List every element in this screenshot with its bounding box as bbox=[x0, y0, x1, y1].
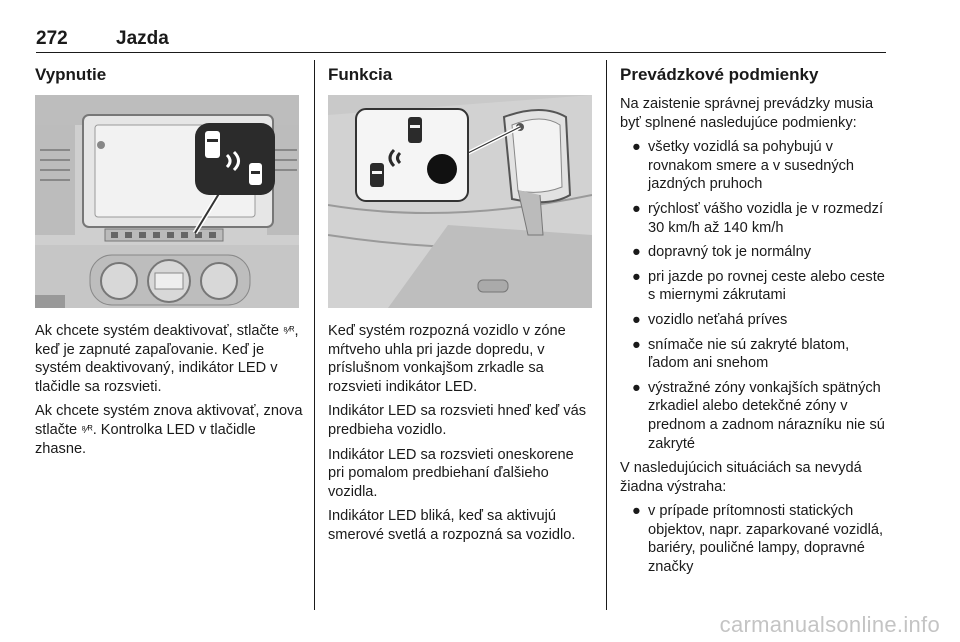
column-divider bbox=[314, 60, 315, 610]
function-paragraph-2: Indikátor LED sa rozsvieti hneď keď vás predbieha vozidlo. bbox=[328, 403, 587, 438]
bullet-icon: ● bbox=[632, 311, 641, 328]
blind-spot-button-icon: ⁸⁄ᴿ bbox=[81, 423, 93, 436]
column-function bbox=[328, 64, 594, 551]
chapter-title: Jazda bbox=[116, 28, 169, 49]
conditions-intro: Na zaistenie správnej prevádzky musia byť splnené nasledujúce podmienky: bbox=[620, 96, 874, 131]
dashboard-illustration bbox=[35, 95, 299, 308]
mirror-led-figure bbox=[328, 95, 592, 308]
mirror-illustration bbox=[328, 95, 592, 308]
bullet-icon: ● bbox=[632, 200, 641, 217]
no-warning-list bbox=[620, 502, 890, 576]
section-heading-conditions: Prevádzkové podmienky bbox=[620, 65, 819, 84]
column-operating-conditions bbox=[620, 64, 890, 583]
bullet-icon: ● bbox=[632, 268, 641, 285]
bullet-icon: ● bbox=[632, 139, 641, 156]
column-deactivation bbox=[35, 64, 303, 464]
list-item: ● pri jazde po rovnej ceste alebo ceste s miernymi zákrutami bbox=[632, 268, 885, 304]
list-item: ● v prípade prítomnosti statických objektov, napr. zaparkované vozidlá, bariéry, pouličné lampy, dopravné značky bbox=[632, 503, 883, 576]
bullet-icon: ● bbox=[632, 379, 641, 396]
section-heading-function: Funkcia bbox=[328, 65, 393, 84]
function-paragraph-3: Indikátor LED sa rozsvieti oneskorene pri pomalom predbiehaní ďalšieho vozidla. bbox=[328, 446, 574, 500]
no-warning-intro: V nasledujúcich situáciách sa nevydá žiadna výstraha: bbox=[620, 460, 862, 495]
page-header bbox=[36, 26, 886, 53]
list-item: ● všetky vozidlá sa pohybujú v rovnakom smere a v susedných jazdných pruhoch bbox=[632, 139, 855, 193]
column-divider bbox=[606, 60, 607, 610]
deactivate-paragraph: Ak chcete systém deaktivovať, stlačte ⁸⁄ᴿ, keď je zapnuté zapaľovanie. Keď je systém deaktivovaný, indikátor LED v tlačidle sa rozsvieti. bbox=[35, 323, 299, 395]
bullet-icon: ● bbox=[632, 244, 641, 261]
list-item: ● snímače nie sú zakryté blatom, ľadom ani snehom bbox=[632, 336, 850, 372]
list-item: ● rýchlosť vášho vozidla je v rozmedzí 30 km/h až 140 km/h bbox=[632, 200, 884, 236]
watermark: carmanualsonline.info bbox=[719, 612, 940, 637]
reactivate-paragraph: Ak chcete systém znova aktivovať, znova stlačte ⁸⁄ᴿ. Kontrolka LED v tlačidle zhasne. bbox=[35, 403, 303, 457]
bullet-icon: ● bbox=[632, 336, 641, 353]
blind-spot-button-icon: ⁸⁄ᴿ bbox=[283, 325, 295, 337]
function-paragraph-1: Keď systém rozpozná vozidlo v zóne mŕtveho uhla pri jazde dopredu, v príslušnom vonkajšom zrkadle sa rozsvieti indikátor LED. bbox=[328, 323, 566, 395]
list-item: ● výstražné zóny vonkajších spätných zrkadiel alebo detekčné zóny v prednom a zadnom nárazníku nie sú zakryté bbox=[632, 379, 885, 452]
bullet-icon: ● bbox=[632, 503, 641, 520]
list-item: ● dopravný tok je normálny bbox=[632, 244, 812, 261]
dashboard-button-figure bbox=[35, 95, 299, 308]
function-paragraph-4: Indikátor LED bliká, keď sa aktivujú smerové svetlá a rozpozná sa vozidlo. bbox=[328, 508, 576, 543]
section-heading-deactivation: Vypnutie bbox=[35, 65, 107, 84]
list-item: ● vozidlo neťahá príves bbox=[632, 311, 788, 328]
page-number: 272 bbox=[36, 28, 68, 49]
conditions-list bbox=[620, 138, 890, 453]
